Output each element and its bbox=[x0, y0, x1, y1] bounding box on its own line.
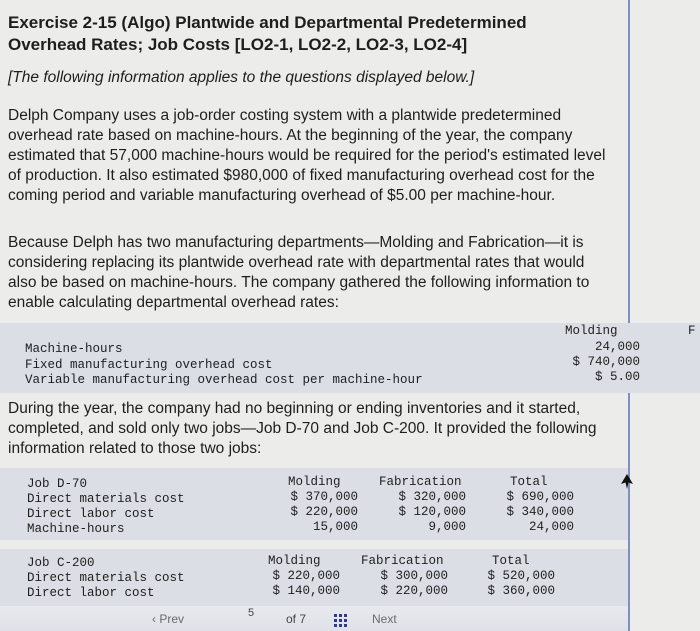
page-counter bbox=[286, 612, 306, 631]
d70-col-molding: Molding bbox=[288, 475, 341, 489]
c200-fabrication-value: $ 300,000 bbox=[380, 569, 448, 583]
paragraph-jobs: During the year, the company had no beginning or ending inventories and it started, completed, and sold only two jobs—Job D-70 and Job C-200. It provided the following information related to those two jobs: bbox=[8, 400, 597, 457]
c200-total-value: $ 520,000 bbox=[487, 569, 555, 583]
page-total: 7 bbox=[299, 612, 307, 626]
c200-col-total: Total bbox=[492, 554, 530, 568]
col-header-molding: Molding bbox=[565, 324, 618, 338]
prev-label: Prev bbox=[159, 612, 185, 626]
d70-row-label: Direct labor cost bbox=[27, 507, 155, 521]
next-button[interactable] bbox=[372, 612, 397, 631]
d70-fabrication-value: $ 120,000 bbox=[398, 505, 466, 519]
c200-col-fabrication: Fabrication bbox=[361, 554, 444, 568]
d70-molding-value: $ 370,000 bbox=[290, 490, 358, 504]
paragraph-departmental: Because Delph has two manufacturing departments—Molding and Fabrication—it is considering replacing its plantwide overhead rate with departmental rates that would also be based on machine-hours. The company gathered the following information to enable calculating departmental overhead rates: bbox=[8, 234, 590, 311]
d70-row-label: Direct materials cost bbox=[27, 492, 185, 506]
d70-total-value: $ 340,000 bbox=[506, 505, 574, 519]
c200-molding-value: $ 140,000 bbox=[272, 584, 340, 598]
d70-col-total: Total bbox=[510, 475, 548, 489]
c200-total-value: $ 360,000 bbox=[487, 584, 555, 598]
molding-machine-hours: 24,000 bbox=[594, 340, 640, 354]
row-label-variable-overhead: Variable manufacturing overhead cost per machine-hour bbox=[25, 373, 423, 387]
row-label-machine-hours: Machine-hours bbox=[25, 342, 123, 356]
prev-button[interactable] bbox=[152, 612, 184, 631]
next-label: Next bbox=[372, 612, 397, 626]
c200-row-label: Direct materials cost bbox=[27, 571, 185, 585]
molding-fixed-overhead: $ 740,000 bbox=[572, 355, 640, 369]
job-d70-table bbox=[0, 468, 628, 540]
job-d70-label: Job D-70 bbox=[27, 477, 88, 491]
d70-molding-value: $ 220,000 bbox=[290, 505, 358, 519]
molding-variable-overhead: $ 5.00 bbox=[594, 370, 640, 384]
c200-row-label: Direct labor cost bbox=[27, 586, 155, 600]
d70-total-value: 24,000 bbox=[528, 520, 574, 534]
d70-row-label: Machine-hours bbox=[27, 522, 125, 536]
panel-divider bbox=[628, 0, 630, 631]
exercise-title: Exercise 2-15 (Algo) Plantwide and Departmental Predetermined Overhead Rates; Job Costs [LO2-1, LO2-2, LO2-3, LO2-4] bbox=[8, 13, 527, 54]
mouse-cursor-icon bbox=[620, 474, 634, 490]
paragraph-plantwide: Delph Company uses a job-order costing system with a plantwide predetermined overhead rate based on machine-hours. At the beginning of the year, the company estimated that 57,000 machine-hours would be required for the period's estimated level of production. It also estimated $980,000 of fixed manufacturing overhead cost for the coming period and variable manufacturing overhead of $5.00 per machine-hour. bbox=[8, 107, 606, 204]
row-label-fixed-overhead: Fixed manufacturing overhead cost bbox=[25, 358, 273, 372]
department-data-table bbox=[0, 323, 700, 393]
question-navigation-bar bbox=[0, 606, 628, 631]
c200-col-molding: Molding bbox=[268, 554, 321, 568]
current-page[interactable]: 5 bbox=[248, 607, 255, 619]
job-c200-label: Job C-200 bbox=[27, 556, 95, 570]
grid-icon[interactable] bbox=[334, 614, 348, 628]
chevron-left-icon: ‹ bbox=[152, 612, 160, 626]
c200-fabrication-value: $ 220,000 bbox=[380, 584, 448, 598]
page-sep: of bbox=[286, 612, 297, 626]
d70-fabrication-value: 9,000 bbox=[428, 520, 466, 534]
d70-total-value: $ 690,000 bbox=[506, 490, 574, 504]
c200-molding-value: $ 220,000 bbox=[272, 569, 340, 583]
intro-note: [The following information applies to the questions displayed below.] bbox=[8, 69, 475, 86]
d70-col-fabrication: Fabrication bbox=[379, 475, 462, 489]
d70-molding-value: 15,000 bbox=[312, 520, 358, 534]
col-header-fabrication-partial: F bbox=[688, 324, 696, 338]
d70-fabrication-value: $ 320,000 bbox=[398, 490, 466, 504]
